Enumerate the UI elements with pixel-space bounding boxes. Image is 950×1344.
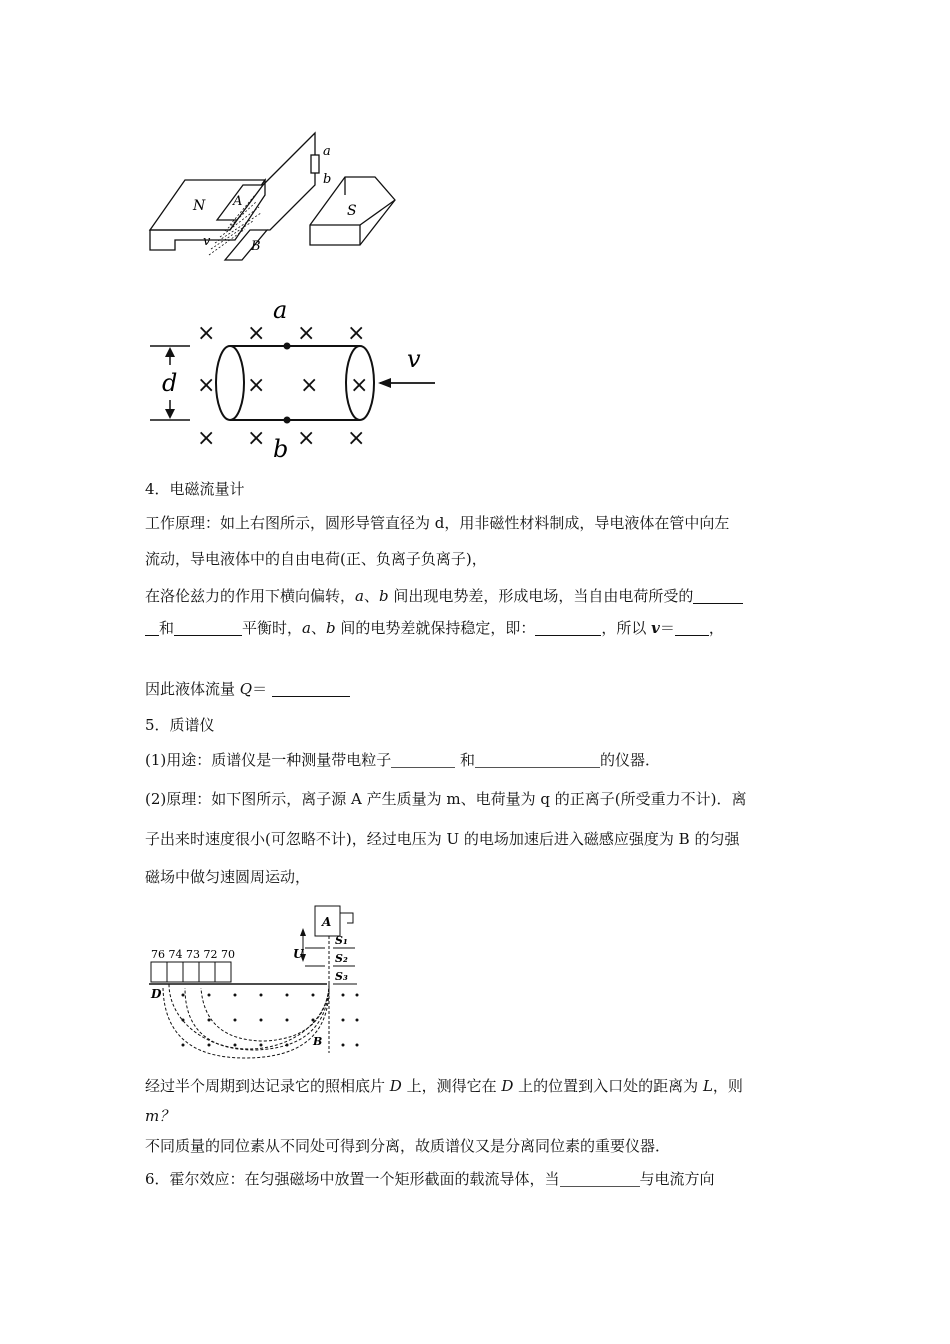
section4-p4: 和 平衡时，a、b 间的电势差就保持稳定，即： ，所以 v＝ ， xyxy=(145,617,724,638)
section5-p4: 磁场中做匀速圆周运动， xyxy=(145,868,311,886)
section5-p6: m？ xyxy=(145,1107,175,1125)
label-b: b xyxy=(273,435,289,463)
flowmeter-magnet-figure xyxy=(145,125,405,275)
blank-measure2[interactable] xyxy=(475,753,600,768)
cross: × xyxy=(350,373,369,398)
label-S1: S₁ xyxy=(335,934,348,947)
blank-hall[interactable] xyxy=(560,1172,640,1187)
section6-p1: 6．霍尔效应：在匀强磁场中放置一个矩形截面的载流导体，当 与电流方向 xyxy=(145,1170,715,1188)
label-B: B xyxy=(313,1035,323,1048)
label-a: a xyxy=(273,296,288,324)
section4-p1: 工作原理：如上右图所示，圆形导管直径为 d，用非磁性材料制成，导电液体在管中向左 xyxy=(145,514,730,532)
cross: × xyxy=(297,321,316,346)
cross: × xyxy=(197,426,216,451)
section5-p1: (1)用途：质谱仪是一种测量带电粒子 和 的仪器． xyxy=(145,751,661,769)
cross: × xyxy=(347,321,366,346)
section5-p7: 不同质量的同位素从不同处可得到分离，故质谱仪又是分离同位素的重要仪器． xyxy=(145,1137,671,1155)
section4-p3: 在洛伦兹力的作用下横向偏转，a、b 间出现电势差，形成电场，当自由电荷所受的 xyxy=(145,585,743,606)
cross: × xyxy=(247,426,266,451)
label-isotopes: 76 74 73 72 70 xyxy=(151,948,235,961)
blank-measure1[interactable] xyxy=(391,753,455,768)
cross: × xyxy=(247,373,266,398)
label-S: S xyxy=(347,203,357,219)
mass-spectrometer-figure xyxy=(145,898,375,1063)
pipe-field-figure xyxy=(145,295,445,465)
label-D: D xyxy=(151,987,162,1001)
cross: × xyxy=(300,373,319,398)
label-B: B xyxy=(251,239,261,254)
blank-force1[interactable] xyxy=(693,589,743,604)
blank-equation[interactable] xyxy=(535,621,601,636)
label-v: v xyxy=(407,345,421,373)
label-A: A xyxy=(233,194,243,209)
blank-force1-cont[interactable] xyxy=(145,621,159,636)
section4-heading: 4．电磁流量计 xyxy=(145,480,245,498)
section5-p3: 子出来时速度很小(可忽略不计)，经过电压为 U 的电场加速后进入磁感应强度为 B 的匀强 xyxy=(145,830,740,848)
cross: × xyxy=(197,321,216,346)
label-A: A xyxy=(322,915,332,929)
label-S3: S₃ xyxy=(335,970,348,983)
cross: × xyxy=(247,321,266,346)
label-b: b xyxy=(323,172,332,187)
cross: × xyxy=(197,373,216,398)
section5-p5: 经过半个周期到达记录它的照相底片 D 上，测得它在 D 上的位置到入口处的距离为 L，则 xyxy=(145,1077,743,1095)
cross: × xyxy=(297,426,316,451)
label-U: U xyxy=(293,947,304,961)
blank-flow[interactable] xyxy=(272,682,350,697)
cross: × xyxy=(347,426,366,451)
section4-p5: 因此液体流量 Q＝ xyxy=(145,678,350,699)
label-d: d xyxy=(162,369,178,397)
label-S2: S₂ xyxy=(335,952,348,965)
label-v: v xyxy=(203,234,211,249)
blank-force2[interactable] xyxy=(174,621,242,636)
blank-velocity[interactable] xyxy=(675,621,709,636)
label-N: N xyxy=(193,198,206,214)
section4-p2: 流动，导电液体中的自由电荷(正、负离子负离子)， xyxy=(145,550,487,568)
label-a: a xyxy=(323,144,331,159)
section5-heading: 5．质谱仪 xyxy=(145,716,215,734)
section5-p2: (2)原理：如下图所示，离子源 A 产生质量为 m、电荷量为 q 的正离子(所受重力不计)．离 xyxy=(145,790,747,808)
